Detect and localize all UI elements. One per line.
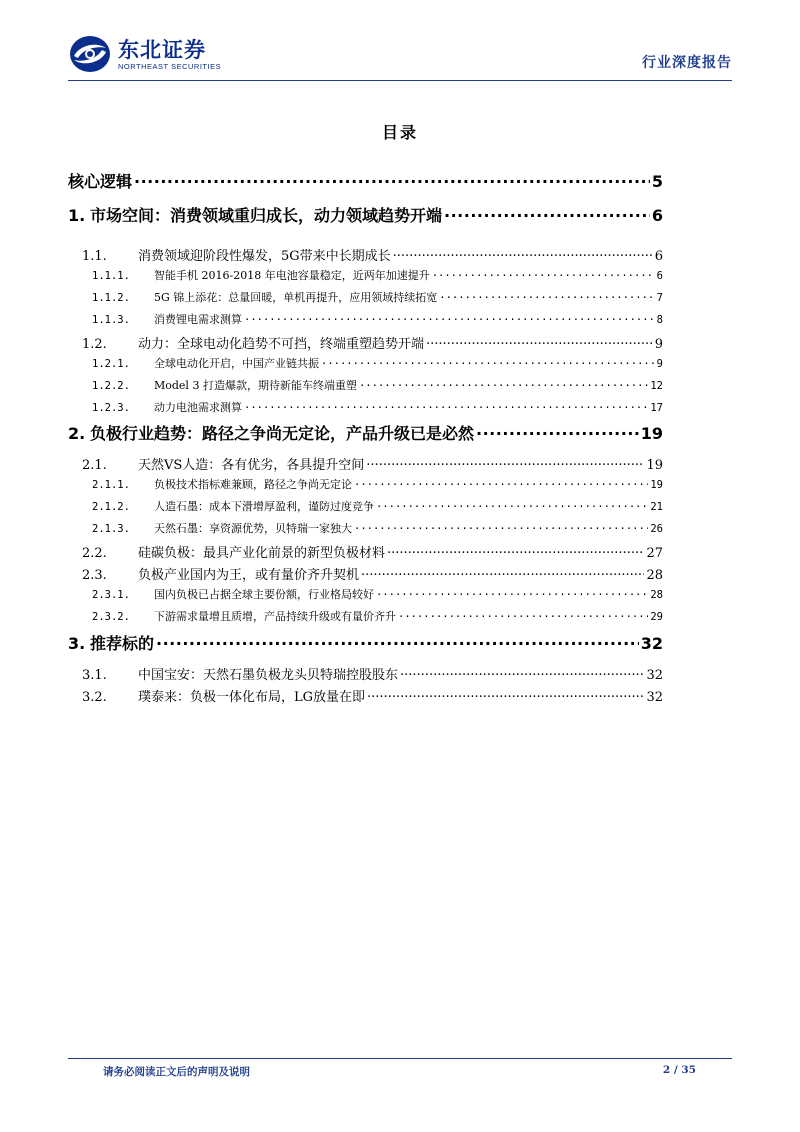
toc-entry-level-3[interactable] xyxy=(68,476,663,492)
toc-dot-leader xyxy=(244,313,655,324)
logo-english-name: NORTHEAST SECURITIES xyxy=(118,61,222,71)
toc-entry-title: 中国宝安：天然石墨负极龙头贝特瑞控股股东 xyxy=(138,668,399,683)
toc-heading: 目录 xyxy=(381,123,418,142)
toc-entry-level-3[interactable] xyxy=(68,289,663,305)
toc-entry-title: 天然VS人造：各有优劣，各具提升空间 xyxy=(138,458,365,473)
toc-entry-level-2[interactable] xyxy=(68,564,663,583)
toc-entry-number: 2.3.2. xyxy=(92,611,130,623)
toc-dot-leader xyxy=(387,544,644,557)
footer-disclaimer: 请务必阅读正文后的声明及说明 xyxy=(103,1066,250,1078)
toc-dot-leader xyxy=(367,688,644,701)
toc-entry-title: 推荐标的 xyxy=(90,634,155,653)
toc-entry-number: 2.1.1. xyxy=(92,479,130,491)
report-type: 行业深度报告 xyxy=(642,55,732,71)
toc-entry-page: 9 xyxy=(656,358,663,370)
toc-entry-page: 21 xyxy=(650,501,663,513)
toc-entry-level-2[interactable] xyxy=(68,454,663,473)
page-number: 2 / 35 xyxy=(662,1064,696,1076)
toc-entry-title: 动力：全球电动化趋势不可挡，终端重塑趋势开端 xyxy=(138,337,425,352)
company-logo xyxy=(68,34,221,74)
toc-entry-page: 6 xyxy=(656,270,663,282)
toc-dot-leader xyxy=(476,423,639,439)
toc-dot-leader xyxy=(426,335,653,348)
toc-dot-leader xyxy=(398,610,648,621)
toc-entry-title: 负极产业国内为王，或有量价齐升契机 xyxy=(138,568,360,583)
toc-entry-page: 32 xyxy=(646,690,663,705)
toc-entry-page: 32 xyxy=(640,634,663,653)
toc-entry-title: 璞泰来：负极一体化布局，LG放量在即 xyxy=(138,690,366,705)
page-header xyxy=(68,34,732,78)
toc-entry-page: 5 xyxy=(651,172,663,191)
toc-entry-number: 3. xyxy=(68,634,86,653)
toc-dot-leader xyxy=(393,247,653,260)
toc-entry-number: 2.2. xyxy=(82,546,107,561)
toc-entry-number: 1.2.2. xyxy=(92,380,130,392)
toc-entry-level-1[interactable] xyxy=(68,203,663,226)
toc-entry-level-3[interactable] xyxy=(68,399,663,415)
toc-dot-leader xyxy=(444,205,650,221)
toc-entry-number: 2.1. xyxy=(82,458,107,473)
toc-entry-page: 6 xyxy=(651,206,663,225)
toc-entry-level-2[interactable] xyxy=(68,686,663,705)
toc-entry-number: 1.2.1. xyxy=(92,358,130,370)
toc-entry-title: 消费锂电需求测算 xyxy=(154,313,242,326)
toc-entry-title: 全球电动化开启，中国产业链共振 xyxy=(154,357,319,370)
toc-dot-leader xyxy=(439,291,654,302)
toc-dot-leader xyxy=(376,588,648,599)
logo-chinese-name: 东北证券 xyxy=(118,37,206,62)
toc-entry-number: 2. xyxy=(68,424,86,443)
toc-entry-number: 3.2. xyxy=(82,690,107,705)
footer-divider xyxy=(68,1058,732,1059)
toc-dot-leader xyxy=(354,522,648,533)
toc-entry-title: 负极技术指标难兼顾，路径之争尚无定论 xyxy=(154,478,352,491)
toc-entry-level-3[interactable] xyxy=(68,586,663,602)
toc-entry-number: 2.1.3. xyxy=(92,523,130,535)
toc-entry-page: 12 xyxy=(650,380,663,392)
toc-entry-number: 3.1. xyxy=(82,668,107,683)
toc-entry-page: 29 xyxy=(650,611,663,623)
toc-entry-title: 智能手机 2016-2018 年电池容量稳定，近两年加速提升 xyxy=(154,269,430,282)
toc-entry-number: 2.3.1. xyxy=(92,589,130,601)
toc-dot-leader xyxy=(361,566,644,579)
toc-entry-number: 1.1.3. xyxy=(92,314,130,326)
toc-entry-level-1[interactable] xyxy=(68,169,663,192)
toc-dot-leader xyxy=(321,357,655,368)
toc-entry-page: 19 xyxy=(650,479,663,491)
toc-entry-number: 1.2. xyxy=(82,337,107,352)
toc-entry-page: 7 xyxy=(656,292,663,304)
toc-entry-page: 9 xyxy=(654,337,663,352)
toc-entry-level-2[interactable] xyxy=(68,664,663,683)
toc-entry-level-1[interactable] xyxy=(68,421,663,444)
toc-entry-number: 1.1. xyxy=(82,249,107,264)
toc-entry-level-2[interactable] xyxy=(68,542,663,561)
toc-entry-level-3[interactable] xyxy=(68,377,663,393)
header-divider xyxy=(68,80,732,81)
toc-entry-level-1[interactable] xyxy=(68,631,663,654)
toc-entry-number: 2.3. xyxy=(82,568,107,583)
toc-dot-leader xyxy=(432,269,655,280)
northeast-securities-logo-icon xyxy=(68,34,112,74)
toc-dot-leader xyxy=(244,401,648,412)
toc-entry-number: 1.1.2. xyxy=(92,292,130,304)
toc-entry-page: 32 xyxy=(646,668,663,683)
toc-entry-page: 28 xyxy=(646,568,663,583)
toc-entry-title: 动力电池需求测算 xyxy=(154,401,242,414)
toc-entry-number: 2.1.2. xyxy=(92,501,130,513)
toc-entry-title: 负极行业趋势：路径之争尚无定论，产品升级已是必然 xyxy=(90,424,475,443)
toc-entry-level-3[interactable] xyxy=(68,520,663,536)
toc-entry-number: 1.2.3. xyxy=(92,402,130,414)
toc-entry-title: 天然石墨：享资源优势，贝特瑞一家独大 xyxy=(154,522,352,535)
toc-entry-level-3[interactable] xyxy=(68,267,663,283)
toc-entry-level-3[interactable] xyxy=(68,608,663,624)
toc-entry-page: 19 xyxy=(646,458,663,473)
toc-dot-leader xyxy=(376,500,648,511)
toc-entry-number: 1. xyxy=(68,206,86,225)
toc-entry-page: 27 xyxy=(646,546,663,561)
toc-entry-title: 国内负极已占据全球主要份额，行业格局较好 xyxy=(154,588,374,601)
toc-dot-leader xyxy=(134,171,650,187)
toc-entry-level-2[interactable] xyxy=(68,245,663,264)
toc-entry-title: 5G 锦上添花：总量回暖，单机再提升，应用领域持续拓宽 xyxy=(154,291,438,304)
toc-entry-page: 26 xyxy=(650,523,663,535)
toc-dot-leader xyxy=(400,666,644,679)
toc-dot-leader xyxy=(156,633,639,649)
toc-entry-page: 8 xyxy=(656,314,663,326)
toc-entry-title: 核心逻辑 xyxy=(68,172,133,191)
toc-entry-level-3[interactable] xyxy=(68,355,663,371)
toc-dot-leader xyxy=(366,456,644,469)
toc-entry-level-3[interactable] xyxy=(68,311,663,327)
toc-entry-level-3[interactable] xyxy=(68,498,663,514)
toc-dot-leader xyxy=(354,478,648,489)
toc-entry-title: 市场空间：消费领域重归成长，动力领域趋势开端 xyxy=(90,206,443,225)
toc-entry-number: 1.1.1. xyxy=(92,270,130,282)
toc-entry-title: 硅碳负极：最具产业化前景的新型负极材料 xyxy=(138,546,386,561)
toc-entry-title: Model 3 打造爆款，期待新能车终端重塑 xyxy=(154,379,357,392)
toc-entry-page: 19 xyxy=(640,424,663,443)
toc-dot-leader xyxy=(359,379,648,390)
toc-entry-title: 消费领域迎阶段性爆发，5G带来中长期成长 xyxy=(138,249,391,264)
toc-entry-page: 28 xyxy=(650,589,663,601)
toc-entry-page: 17 xyxy=(650,402,663,414)
toc-entry-page: 6 xyxy=(654,249,663,264)
toc-entry-title: 人造石墨：成本下滑增厚盈利，谨防过度竞争 xyxy=(154,500,374,513)
toc-entry-level-2[interactable] xyxy=(68,333,663,352)
toc-entry-title: 下游需求量增且质增，产品持续升级或有量价齐升 xyxy=(154,610,396,623)
